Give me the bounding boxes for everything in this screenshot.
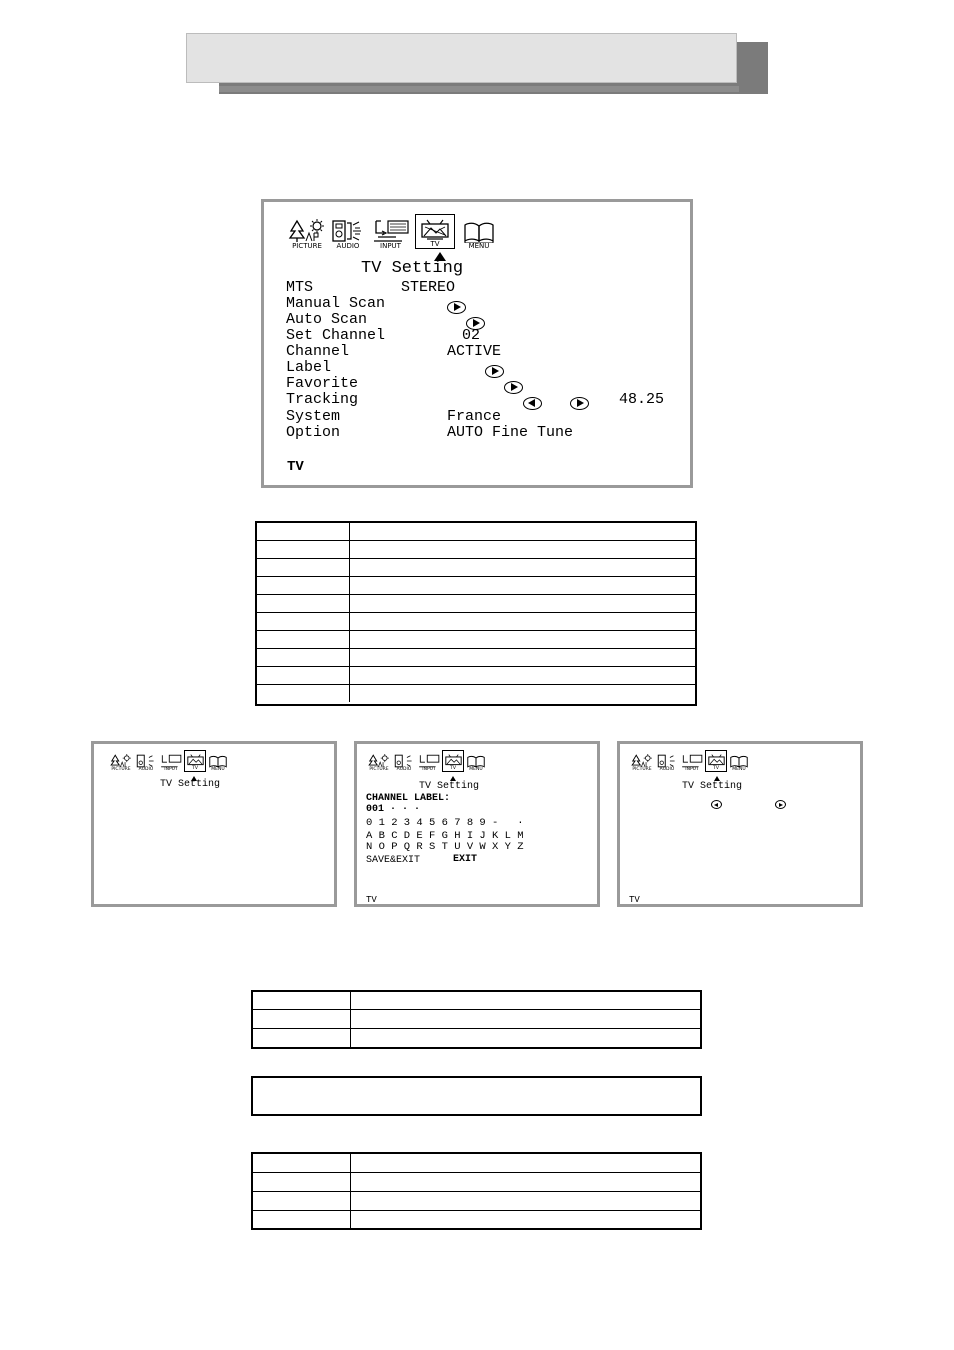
screen-title: TV Setting — [160, 779, 221, 790]
input-tab-label: INPUT — [164, 766, 178, 772]
table-cell-key — [257, 649, 350, 666]
audio-tab[interactable] — [328, 214, 368, 250]
tv-icon — [707, 754, 726, 767]
table-cell-desc — [350, 631, 695, 648]
picture-tab[interactable] — [629, 750, 655, 772]
table-cell-key — [253, 1154, 351, 1172]
setting-label[interactable]: Auto Scan — [286, 311, 368, 328]
table-cell-desc — [351, 992, 700, 1009]
table-cell-key — [257, 559, 350, 576]
tv-tab-label: TV — [430, 240, 440, 248]
menu-icon-row — [629, 750, 751, 772]
tv-tab-label: TV — [192, 765, 198, 771]
tv-tab[interactable] — [415, 214, 455, 249]
table-row — [257, 631, 695, 649]
screen-title: TV Setting — [682, 781, 743, 792]
table-cell-key — [257, 523, 350, 540]
audio-speaker-icon — [394, 754, 414, 768]
table-cell-desc — [351, 1173, 700, 1191]
table-row — [257, 523, 695, 541]
table-row — [253, 1192, 700, 1211]
header-bar — [186, 33, 737, 83]
channel-label-screen — [354, 741, 600, 907]
screen-title: TV Setting — [361, 259, 464, 278]
picture-tree-sun-icon — [631, 754, 653, 768]
input-keyboard-icon — [160, 754, 182, 768]
table-cell-desc — [350, 523, 695, 540]
tracking-screen — [617, 741, 863, 907]
char-row-a-m[interactable]: A B C D E F G H I J K L M — [366, 830, 524, 842]
menu-tab[interactable] — [206, 750, 230, 772]
table-cell-key — [257, 613, 350, 630]
menu-book-icon — [466, 755, 486, 768]
setting-label[interactable]: Set Channel — [286, 327, 386, 344]
audio-speaker-icon — [331, 219, 365, 243]
settings-description-table — [255, 521, 697, 706]
table-cell-desc — [350, 541, 695, 558]
menu-tab-label: MENU — [468, 242, 490, 250]
input-tab-label: INPUT — [380, 242, 401, 250]
setting-label[interactable]: System — [286, 408, 341, 425]
tv-icon — [419, 219, 451, 241]
table-cell-desc — [350, 685, 695, 702]
tracking-left-arrow-icon[interactable] — [711, 800, 722, 809]
table-cell-key — [253, 1010, 351, 1028]
input-keyboard-icon — [418, 754, 440, 768]
menu-book-icon — [729, 755, 749, 768]
tracking-description-table — [251, 1152, 702, 1230]
table-row — [257, 685, 695, 702]
tv-setting-screen-small-1 — [91, 741, 337, 907]
menu-icon-row — [366, 750, 488, 772]
table-cell-key — [257, 577, 350, 594]
input-tab[interactable] — [416, 750, 442, 772]
table-row — [253, 1211, 700, 1228]
table-cell-desc — [351, 1154, 700, 1172]
input-tab-label: INPUT — [685, 766, 699, 772]
table-cell-desc — [350, 649, 695, 666]
setting-label[interactable]: Favorite — [286, 375, 359, 392]
header-underline — [219, 86, 739, 92]
channel-number: 001 · · · — [366, 804, 421, 815]
audio-tab-label: AUDIO — [138, 766, 154, 772]
table-row — [257, 613, 695, 631]
audio-speaker-icon — [136, 754, 156, 768]
tv-tab[interactable] — [705, 750, 727, 772]
note-box — [251, 1076, 702, 1116]
menu-book-icon — [462, 221, 496, 243]
exit-button[interactable]: EXIT — [453, 854, 478, 865]
picture-tab-label: PICTURE — [632, 766, 652, 772]
table-cell-desc — [350, 595, 695, 612]
table-row — [257, 577, 695, 595]
setting-label[interactable]: Channel — [286, 343, 350, 360]
table-row — [257, 559, 695, 577]
picture-tab-label: PICTURE — [111, 766, 131, 772]
table-cell-key — [257, 595, 350, 612]
setting-value: 02 — [462, 327, 481, 344]
setting-label[interactable]: Option — [286, 424, 341, 441]
setting-label[interactable]: Manual Scan — [286, 295, 386, 312]
picture-tab[interactable] — [366, 750, 392, 772]
menu-tab[interactable] — [727, 750, 751, 772]
left-arrow-icon[interactable] — [523, 397, 542, 410]
picture-tree-sun-icon — [110, 754, 132, 768]
table-cell-key — [253, 1029, 351, 1047]
table-row — [257, 541, 695, 559]
table-cell-key — [257, 541, 350, 558]
tracking-right-arrow-icon[interactable] — [775, 800, 786, 809]
menu-tab-label: MENU — [469, 766, 483, 772]
setting-label[interactable]: Label — [286, 359, 332, 376]
menu-icon-row — [286, 214, 499, 250]
menu-tab[interactable] — [464, 750, 488, 772]
audio-tab[interactable] — [655, 750, 679, 772]
menu-tab-label: MENU — [211, 766, 225, 772]
table-row — [253, 1154, 700, 1173]
menu-icon-row — [108, 750, 230, 772]
setting-value: ACTIVE — [447, 343, 502, 360]
audio-tab-label: AUDIO — [396, 766, 412, 772]
table-cell-key — [253, 1211, 351, 1228]
table-cell-key — [257, 685, 350, 702]
input-keyboard-icon — [681, 754, 703, 768]
table-cell-key — [257, 631, 350, 648]
screen-footer: TV — [629, 895, 640, 905]
table-cell-desc — [350, 577, 695, 594]
table-cell-key — [253, 1192, 351, 1210]
audio-tab-label: AUDIO — [336, 242, 360, 250]
tv-setting-screen — [261, 199, 693, 488]
screen-title: TV Setting — [419, 781, 480, 792]
tv-icon — [186, 754, 205, 767]
enter-arrow-icon[interactable] — [447, 301, 466, 314]
input-tab[interactable] — [679, 750, 705, 772]
picture-tab-label: PICTURE — [369, 766, 389, 772]
setting-label[interactable]: Tracking — [286, 391, 359, 408]
picture-tree-sun-icon — [288, 219, 326, 243]
menu-tab[interactable] — [459, 214, 499, 250]
picture-tree-sun-icon — [368, 754, 390, 768]
table-cell-desc — [351, 1192, 700, 1210]
table-cell-desc — [350, 667, 695, 684]
table-row — [257, 667, 695, 685]
table-cell-desc — [350, 559, 695, 576]
char-row-n-z[interactable]: N O P Q R S T U V W X Y Z — [366, 841, 524, 853]
table-cell-key — [253, 1173, 351, 1191]
table-row — [253, 1010, 700, 1029]
table-row — [253, 1173, 700, 1192]
picture-tab-label: PICTURE — [292, 242, 322, 250]
table-cell-desc — [351, 1010, 700, 1028]
table-cell-desc — [351, 1029, 700, 1047]
setting-value: France — [447, 408, 502, 425]
right-arrow-icon[interactable] — [570, 397, 589, 410]
table-cell-desc — [350, 613, 695, 630]
tv-tab-label: TV — [450, 765, 456, 771]
setting-label[interactable]: MTS — [286, 279, 314, 296]
table-row — [257, 649, 695, 667]
input-tab[interactable] — [368, 214, 413, 250]
tv-tab[interactable] — [442, 750, 464, 772]
enter-arrow-icon[interactable] — [485, 365, 504, 378]
tracking-frequency: 48.25 — [619, 391, 665, 408]
input-tab[interactable] — [158, 750, 184, 772]
picture-tab[interactable] — [286, 214, 328, 250]
table-cell-key — [257, 667, 350, 684]
setting-value: AUTO Fine Tune — [447, 424, 574, 441]
label-description-table — [251, 990, 702, 1049]
table-cell-desc — [351, 1211, 700, 1228]
picture-tab[interactable] — [108, 750, 134, 772]
tv-tab[interactable] — [184, 750, 206, 772]
char-row-digits[interactable]: 0 1 2 3 4 5 6 7 8 9 - · — [366, 817, 524, 829]
screen-footer: TV — [366, 895, 377, 905]
audio-tab-label: AUDIO — [659, 766, 675, 772]
channel-label-heading: CHANNEL LABEL: — [366, 793, 451, 804]
setting-value: STEREO — [401, 279, 456, 296]
audio-tab[interactable] — [134, 750, 158, 772]
input-tab-label: INPUT — [422, 766, 436, 772]
table-cell-key — [253, 992, 351, 1009]
menu-book-icon — [208, 755, 228, 768]
menu-tab-label: MENU — [732, 766, 746, 772]
tv-tab-label: TV — [713, 765, 719, 771]
input-keyboard-icon — [372, 219, 410, 243]
enter-arrow-icon[interactable] — [504, 381, 523, 394]
tv-icon — [444, 754, 463, 767]
audio-speaker-icon — [657, 754, 677, 768]
table-row — [253, 1029, 700, 1047]
save-exit-button[interactable]: SAVE&EXIT — [366, 855, 421, 866]
audio-tab[interactable] — [392, 750, 416, 772]
table-row — [253, 992, 700, 1010]
screen-footer: TV — [287, 459, 304, 475]
table-row — [257, 595, 695, 613]
